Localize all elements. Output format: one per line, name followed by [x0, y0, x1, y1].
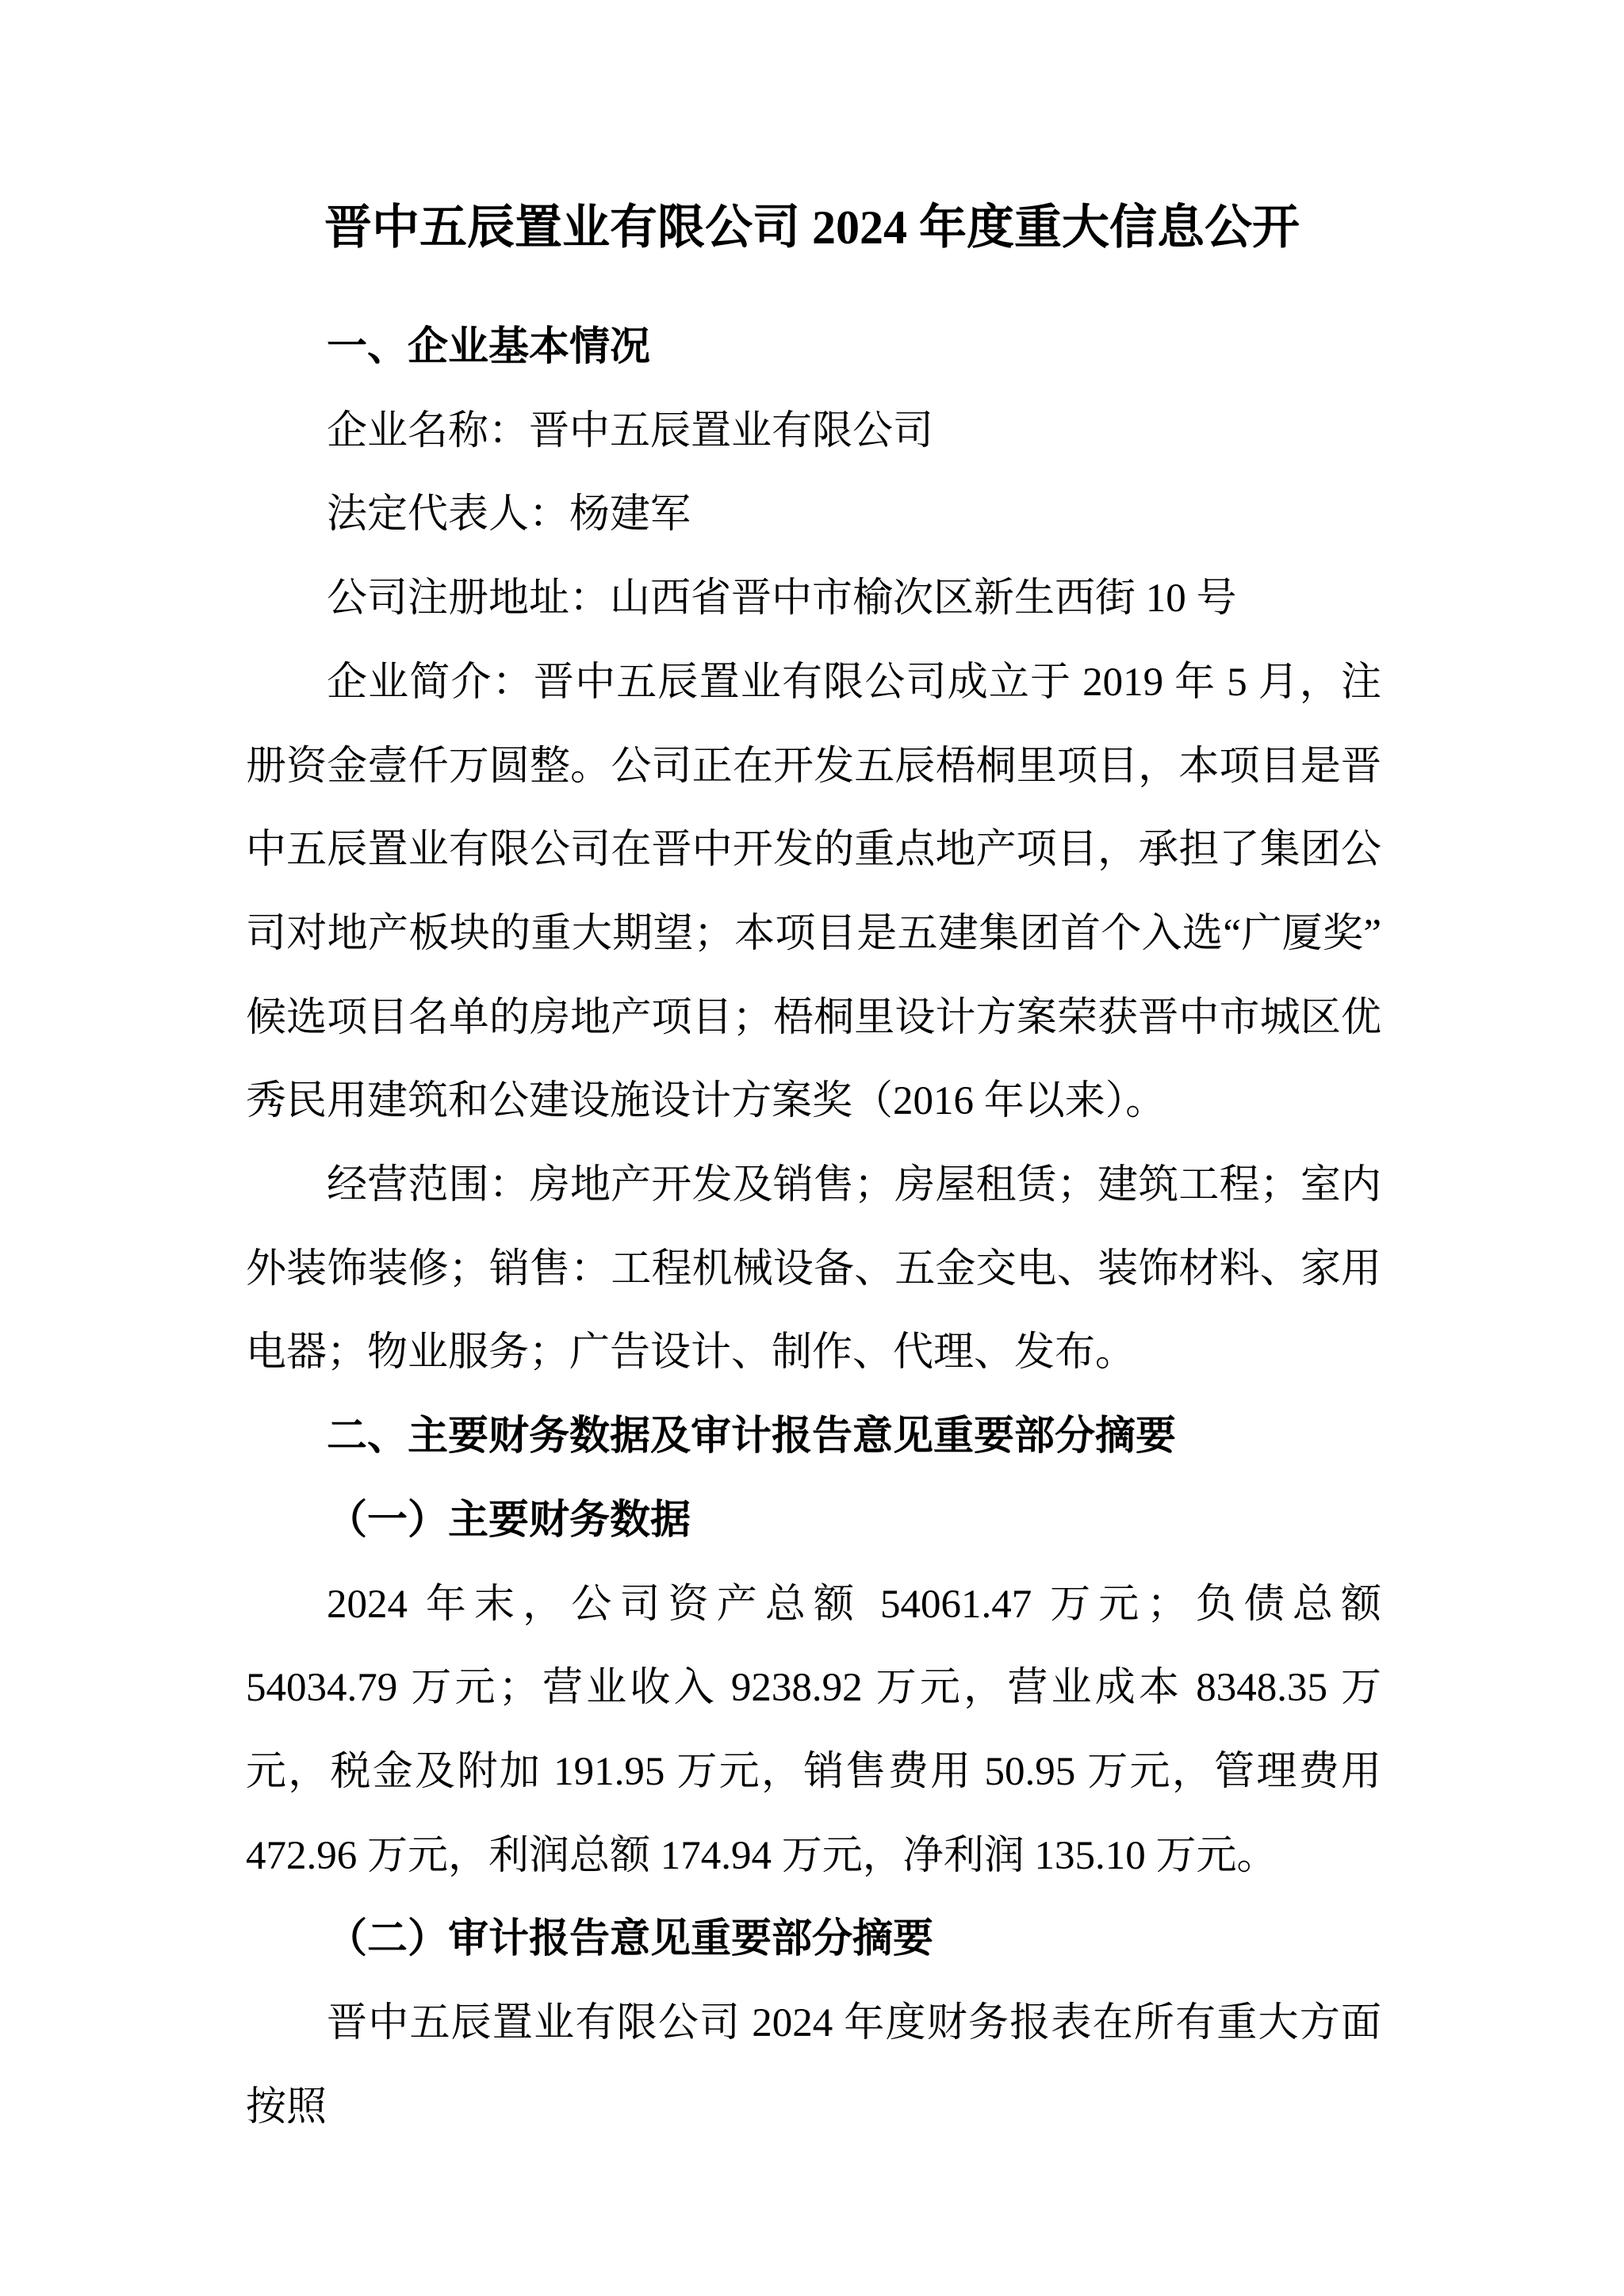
paragraph: 企业简介：晋中五辰置业有限公司成立于 2019 年 5 月，注册资金壹仟万圆整。公司正在开发五辰梧桐里项目，本项目是晋中五辰置业有限公司在晋中开发的重点地产项目，承担了集团公司对地产板块的重大期望；本项目是五建集团首个入选“广厦奖”候选项目名单的房地产项目；梧桐里设计方案荣获晋中市城区优秀民用建筑和公建设施设计方案奖（2016 年以来）。: [246, 660, 1381, 1124]
paragraph: 公司注册地址：山西省晋中市榆次区新生西街 10 号: [327, 576, 1237, 622]
paragraph: 企业名称：晋中五辰置业有限公司: [327, 408, 934, 453]
section-heading: （一）主要财务数据: [327, 1498, 691, 1543]
paragraph: 晋中五辰置业有限公司 2024 年度财务报表在所有重大方面按照: [246, 2001, 1381, 2130]
paragraph: 经营范围：房地产开发及销售；房屋租赁；建筑工程；室内外装饰装修；销售：工程机械设备、五金交电、装饰材料、家用电器；物业服务；广告设计、制作、代理、发布。: [246, 1163, 1381, 1376]
section-heading: 二、主要财务数据及审计报告意见重要部分摘要: [327, 1414, 1177, 1460]
document-title: 晋中五辰置业有限公司 2024 年度重大信息公开: [324, 201, 1300, 254]
document-body: [246, 306, 1381, 2149]
section-heading: （二）审计报告意见重要部分摘要: [327, 1917, 934, 1962]
paragraph: 法定代表人：杨建军: [327, 492, 691, 538]
paragraph: 2024 年末，公司资产总额 54061.47 万元；负债总额 54034.79 万元；营业收入 9238.92 万元，营业成本 8348.35 万元，税金及附加 191.95 万元，销售费用 50.95 万元，管理费用 472.96 万元，利润总额 174.94 万元，净利润 135.10 万元。: [246, 1582, 1381, 1878]
section-heading: 一、企业基本情况: [327, 325, 651, 369]
